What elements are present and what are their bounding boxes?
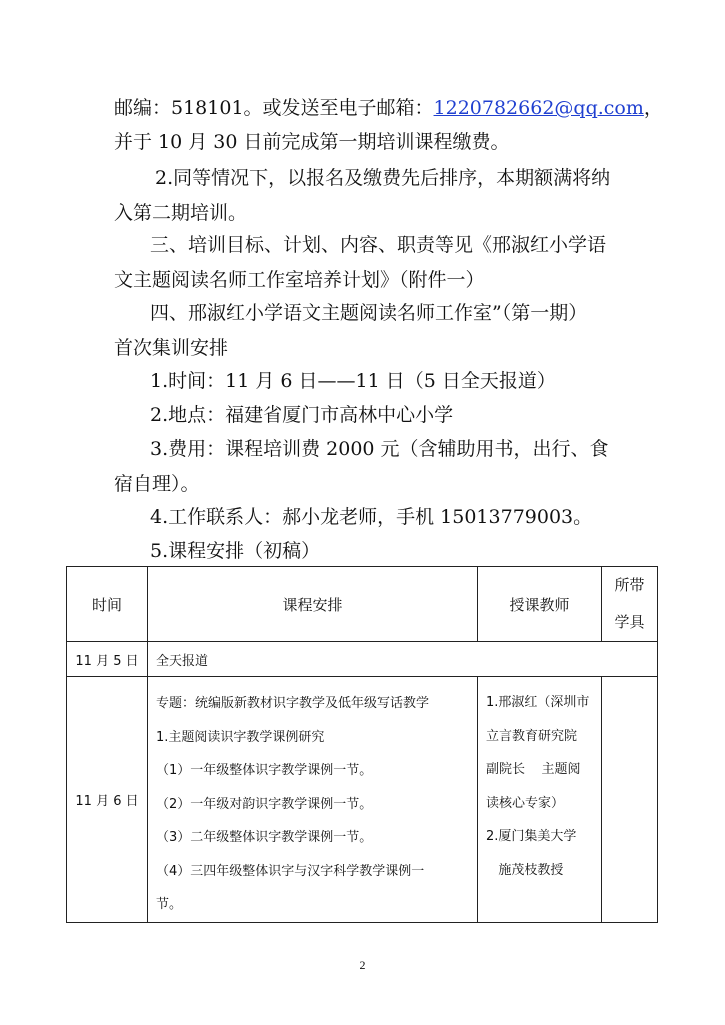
paragraph-line: 四、邢淑红小学语文主题阅读名师工作室”（第一期） xyxy=(150,302,588,324)
paragraph-line xyxy=(114,99,663,118)
postal-text: 邮编：518101。或发送至电子邮箱： xyxy=(114,97,434,119)
paragraph-line: 首次集训安排 xyxy=(114,337,229,359)
schedule-line: 节。 xyxy=(156,897,183,912)
schedule-line: （1）一年级整体识字教学课例一节。 xyxy=(156,763,373,778)
table-row xyxy=(67,677,658,923)
schedule-table xyxy=(66,566,658,923)
paragraph-line: 入第二期培训。 xyxy=(114,202,248,224)
teacher-line: 2.厦门集美大学 xyxy=(486,829,577,844)
students-cell xyxy=(602,677,658,923)
paragraph-line: 2.同等情况下，以报名及缴费先后排序，本期额满将纳 xyxy=(155,167,611,189)
date-cell: 11 月 6 日 xyxy=(67,677,148,923)
schedule-line: 专题：统编版新教材识字教学及低年级写话教学 xyxy=(156,696,430,711)
teacher-line: 读核心专家） xyxy=(486,795,565,811)
schedule-line: 1.主题阅读识字教学课例研究 xyxy=(156,729,325,745)
date-cell: 11 月 5 日 xyxy=(67,642,148,677)
punctuation: ， xyxy=(643,97,663,119)
paragraph-line: 三、培训目标、计划、内容、职责等见《邢淑红小学语 xyxy=(150,234,607,256)
schedule-cell xyxy=(148,677,478,923)
paragraph-line: 4.工作联系人：郝小龙老师，手机 15013779003。 xyxy=(150,506,593,528)
header-teacher: 授课教师 xyxy=(478,567,602,642)
header-time: 时间 xyxy=(67,567,148,642)
paragraph-line: 宿自理）。 xyxy=(114,473,200,495)
schedule-line: （4）三四年级整体识字与汉字科学教学课例一 xyxy=(156,863,425,879)
paragraph-line: 文主题阅读名师工作室培养计划》（附件一） xyxy=(114,269,485,291)
paragraph-line: 3.费用：课程培训费 2000 元（含辅助用书，出行、食 xyxy=(150,438,609,460)
email-link[interactable]: 1220782662@qq.com xyxy=(433,97,644,119)
schedule-line: （3）二年级整体识字教学课例一节。 xyxy=(156,830,373,845)
header-schedule: 课程安排 xyxy=(148,567,478,642)
paragraph-line: 并于 10 月 30 日前完成第一期培训课程缴费。 xyxy=(114,131,510,153)
paragraph-line: 5.课程安排（初稿） xyxy=(150,540,321,562)
teacher-cell xyxy=(478,677,602,923)
teacher-line: 施茂枝教授 xyxy=(486,862,564,878)
page-number: 2 xyxy=(359,958,366,972)
schedule-cell: 全天报道 xyxy=(148,642,658,677)
teacher-line: 副院长 主题阅 xyxy=(486,762,581,777)
table-row xyxy=(67,642,658,677)
table-header-row xyxy=(67,567,658,642)
paragraph-line: 2.地点：福建省厦门市高林中心小学 xyxy=(150,404,454,426)
paragraph-line: 1.时间：11 月 6 日——11 日（5 日全天报道） xyxy=(150,370,556,392)
header-students: 所带 学具 xyxy=(602,567,658,642)
schedule-line: （2）一年级对韵识字教学课例一节。 xyxy=(156,796,373,812)
teacher-line: 1.邢淑红（深圳市 xyxy=(486,695,590,710)
teacher-line: 立言教育研究院 xyxy=(486,728,578,744)
